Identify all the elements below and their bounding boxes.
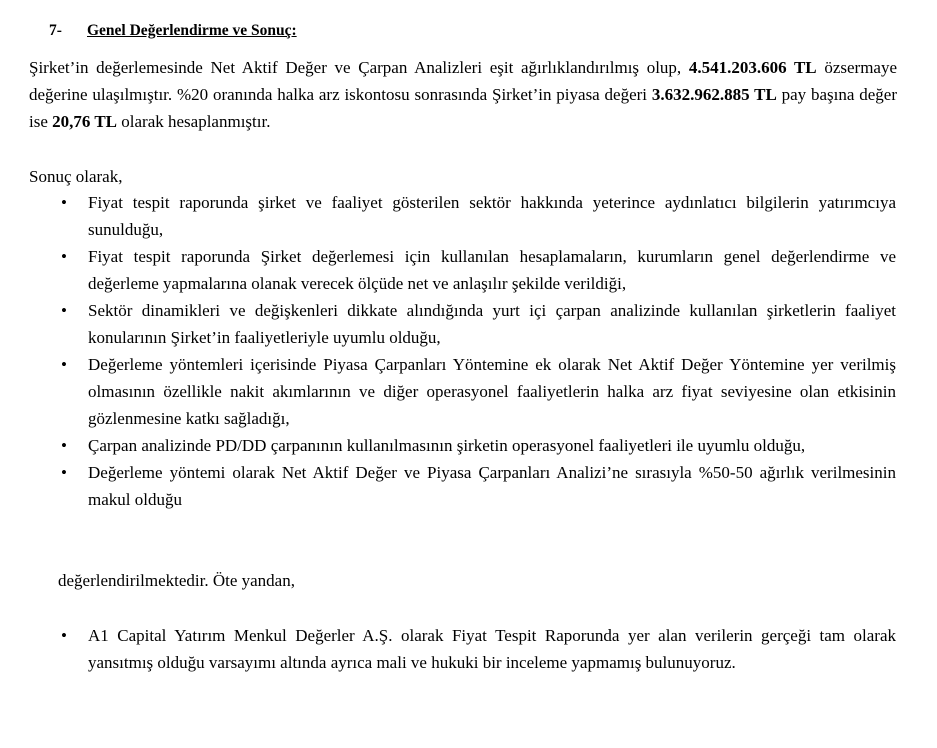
section-heading [49, 22, 297, 40]
section-number: 7- [49, 22, 62, 39]
bullet-icon: • [61, 436, 67, 455]
list-item [58, 189, 896, 243]
market-value: 3.632.962.885 TL [651, 85, 777, 104]
section-title: Genel Değerlendirme ve Sonuç: [87, 22, 297, 39]
list-item [58, 351, 896, 432]
bullet-icon: • [61, 626, 67, 645]
list-item [58, 622, 896, 676]
disclaimer-list [58, 622, 896, 676]
bullet-icon: • [61, 355, 67, 374]
list-item-text: Çarpan analizinde PD/DD çarpanının kullanılmasının şirketin operasyonel faaliyetleri ile uyumlu olduğu, [88, 436, 806, 455]
list-item [58, 243, 896, 297]
list-item-text: Fiyat tespit raporunda şirket ve faaliyet gösterilen sektör hakkında yeterince aydınlatıcı bilgilerin yatırımcıya sunulduğu, [88, 193, 896, 239]
list-item [58, 459, 896, 513]
intro-paragraph [29, 54, 897, 135]
equity-value: 4.541.203.606 TL [688, 58, 817, 77]
list-item-text: Değerleme yöntemleri içerisinde Piyasa Çarpanları Yöntemine ek olarak Net Aktif Değer Yöntemine yer verilmiş olmasının özellikle nakit akımlarının ve diğer operasyonel faaliyetlerin halka arz fiyat seviyesine olan etkisinin gözlenmesine katkı sağladığı, [88, 355, 896, 428]
list-item-text: Değerleme yöntemi olarak Net Aktif Değer ve Piyasa Çarpanları Analizi’ne sırasıyla %50-50 ağırlık verilmesinin makul olduğu [88, 463, 896, 509]
list-item-text: Sektör dinamikleri ve değişkenleri dikkate alındığında yurt içi çarpan analizinde kullanılan şirketlerin faaliyet konularının Şirket’in faaliyetleriyle uyumlu olduğu, [88, 301, 896, 347]
bullet-icon: • [61, 463, 67, 482]
intro-text-4: olarak hesaplanmıştır. [117, 112, 271, 131]
intro-text-1: Şirket’in değerlemesinde Net Aktif Değer ve Çarpan Analizleri eşit ağırlıklandırılmış olup, [29, 58, 689, 77]
intro-text-2: özsermaye değerine ulaşılmıştır. %20 oranında halka arz iskontosu sonrasında Şirket’in piyasa değeri [29, 58, 898, 104]
bullet-icon: • [61, 247, 67, 266]
list-item [58, 297, 896, 351]
conclusion-label: Sonuç olarak, [29, 167, 123, 186]
list-item-text: Fiyat tespit raporunda Şirket değerlemesi için kullanılan hesaplamaların, kurumların genel değerlendirme ve değerleme yapmalarına olanak verecek ölçüde net ve anlaşılır şekilde verildiği, [88, 247, 896, 293]
list-item-text: A1 Capital Yatırım Menkul Değerler A.Ş. olarak Fiyat Tespit Raporunda yer alan verilerin gerçeği tam olarak yansıtmış olduğu varsayımı altında ayrıca mali ve hukuki bir inceleme yapmamış bulunuyoruz. [88, 626, 896, 672]
conclusion-list [58, 189, 896, 513]
bullet-icon: • [61, 301, 67, 320]
intro-text-3: pay başına değer ise [29, 85, 898, 131]
middle-text: değerlendirilmektedir. Öte yandan, [58, 571, 295, 590]
bullet-icon: • [61, 193, 67, 212]
per-share-value: 20,76 TL [52, 112, 118, 131]
list-item [58, 432, 896, 459]
